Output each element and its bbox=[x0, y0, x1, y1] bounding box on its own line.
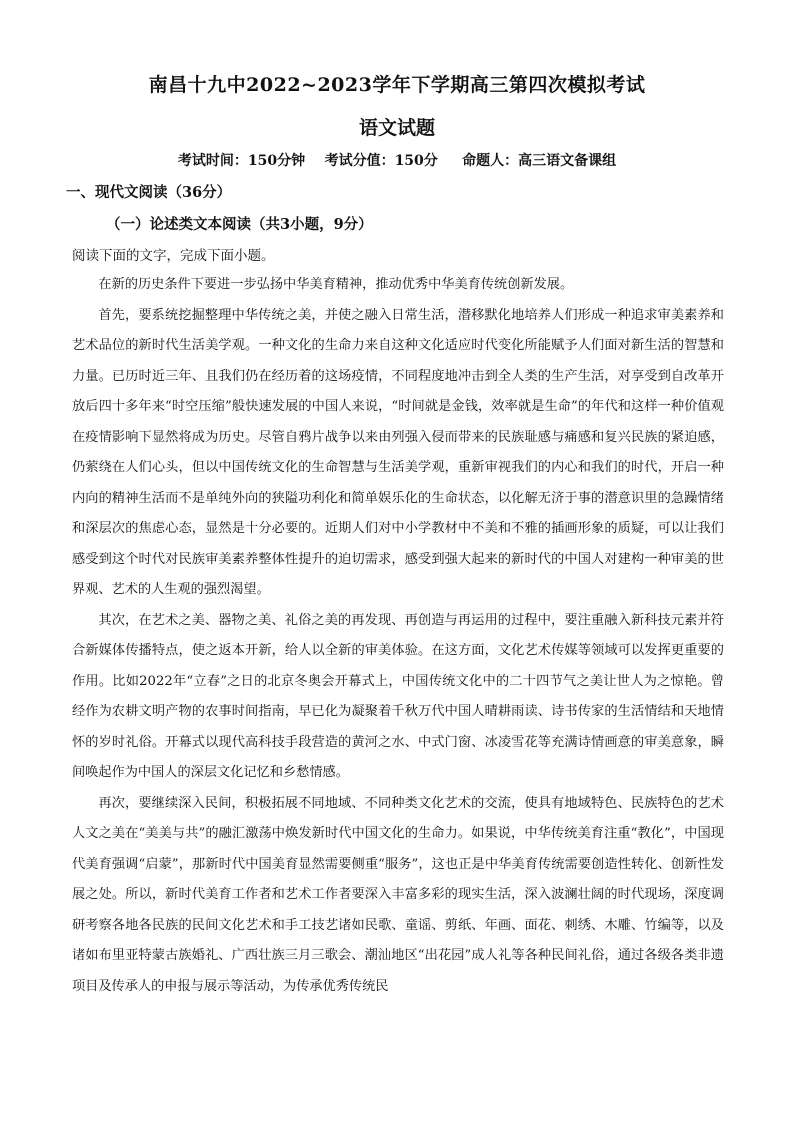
section-heading: 一、现代文阅读（36分） bbox=[66, 184, 232, 201]
reading-instruction: 阅读下面的文字，完成下面小题。 bbox=[72, 248, 275, 264]
exam-subtitle: 语文试题 bbox=[358, 117, 435, 139]
passage-paragraph: 其次，在艺术之美、器物之美、礼俗之美的再发现、再创造与再运用的过程中，要注重融入新科技元素并符合新媒体传播特点，使之返本开新，给人以全新的审美体验。在这方面，文化艺术传媒等领域可以发挥更重要的作用。比如2022年“立春”之日的北京冬奥会开幕式上，中国传统文化中的二十四节气之美让世人为之惊艳。曾经作为农耕文明产物的农事时间指南，早已化为凝聚着千秋万代中国人晴耕雨读、诗书传家的生活情结和天地情怀的岁时礼俗。开幕式以现代高科技手段营造的黄河之水、中式门窗、冰凌雪花等充满诗情画意的审美意象，瞬间唤起作为中国人的深层文化记忆和乡愁情感。 bbox=[72, 612, 724, 780]
passage-paragraph: 首先，要系统挖掘整理中华传统之美，并使之融入日常生活，潜移默化地培养人们形成一种追求审美素养和艺术品位的新时代生活美学观。一种文化的生命力来自这种文化适应时代变化所能赋予人们面对新生活的智慧和力量。已历时近三年、且我们仍在经历着的这场疫情，不同程度地冲击到全人类的生产生活，对享受到自改革开放后四十多年来“时空压缩”般快速发展的中国人来说，“时间就是金钱，效率就是生命”的年代和这样一种价值观在疫情影响下显然将成为历史。尽管自鸦片战争以来由列强入侵而带来的民族耻感与痛感和复兴民族的紧迫感，仍萦绕在人们心头，但以中国传统文化的生命智慧与生活美学观，重新审视我们的内心和我们的时代，开启一种内向的精神生活而不是单纯外向的狭隘功利化和简单娱乐化的生命状态，以化解无济于事的潜意识里的急躁情绪和深层次的焦虑心态，显然是十分必要的。近期人们对中小学教材中不美和不雅的插画形象的质疑，可以让我们感受到这个时代对民族审美素养整体性提升的迫切需求，感受到强大起来的新时代的中国人对建构一种审美的世界观、艺术的人生观的强烈渴望。 bbox=[72, 307, 724, 597]
exam-title: 南昌十九中2022~2023学年下学期高三第四次模拟考试 bbox=[148, 74, 646, 96]
passage-body bbox=[72, 270, 724, 1002]
exam-info-line: 考试时间：150分钟 考试分值：150分 命题人：高三语文备课组 bbox=[177, 153, 617, 169]
subsection-heading: （一）论述类文本阅读（共3小题，9分） bbox=[106, 216, 373, 233]
passage-paragraph: 再次，要继续深入民间，积极拓展不同地域、不同种类文化艺术的交流，使具有地域特色、民族特色的艺术人文之美在“美美与共”的融汇激荡中焕发新时代中国文化的生命力。如果说，中华传统美育注重“教化”，中国现代美育强调“启蒙”，那新时代中国美育显然需要侧重“服务”，这也正是中华美育传统需要创造性转化、创新性发展之处。所以，新时代美育工作者和艺术工作者要深入丰富多彩的现实生活，深入波澜壮阔的时代现场，深度调研考察各地各民族的民间文化艺术和手工技艺诸如民歌、童谣、剪纸、年画、面花、刺绣、木雕、竹编等，以及诸如布里亚特蒙古族婚礼、广西壮族三月三歌会、潮汕地区“出花园”成人礼等各种民间礼俗，通过各级各类非遗项目及传承人的申报与展示等活动，为传承优秀传统民 bbox=[72, 795, 724, 994]
passage-paragraph: 在新的历史条件下要进一步弘扬中华美育精神，推动优秀中华美育传统创新发展。 bbox=[98, 277, 574, 292]
